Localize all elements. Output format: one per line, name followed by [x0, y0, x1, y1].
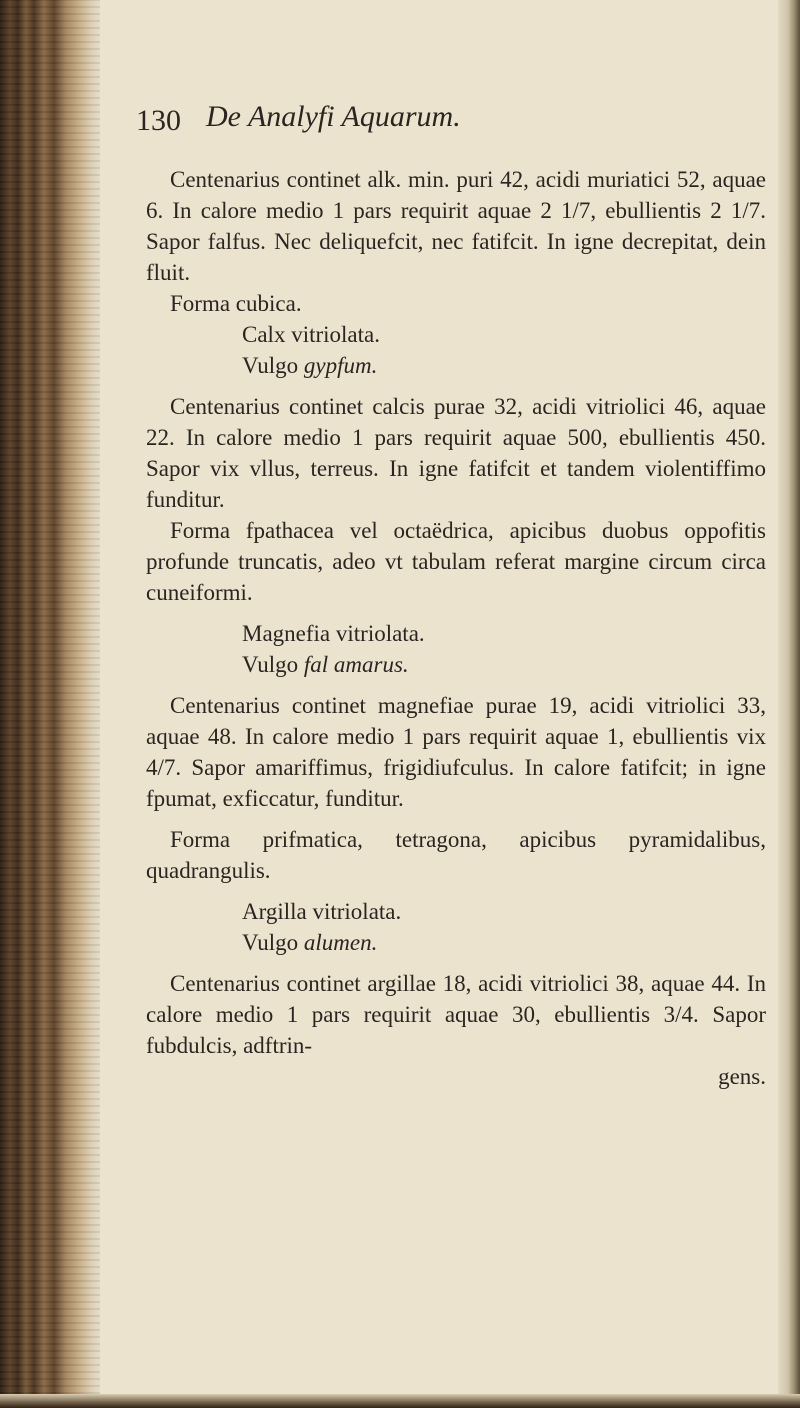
spacer	[146, 608, 766, 618]
page-right-edge	[778, 0, 800, 1408]
vulgo-term: gypfum.	[303, 353, 378, 378]
spacer	[146, 680, 766, 690]
forma-prismatica: Forma prifmatica, tetragona, apicibus pyramidalibus, quadrangulis.	[146, 827, 766, 883]
paragraph-magnesia-composition: Centenarius continet magnefiae purae 19, acidi vitriolici 33, aquae 48. In calore medio 1 pars requirit aquae 1, ebullientis vix 4/7. Sapor amariffimus, frigidiufculus. In calore fatifcit; in igne fpumat, exficcatur, funditur.	[146, 693, 766, 811]
spacer	[146, 958, 766, 968]
magnesia-vitriolata-heading: Magnefia vitriolata.	[242, 621, 425, 646]
paragraph-alkali-composition: Centenarius continet alk. min. puri 42, acidi muriatici 52, aquae 6. In calore medio 1 pars requirit aquae 2 1/7, ebullientis 2 1/7. Sapor falfus. Nec deliquefcit, nec fatifcit. In igne decrepitat, dein fluit.	[146, 167, 766, 285]
page-number: 130	[136, 104, 181, 137]
calx-vulgo-line	[146, 350, 766, 381]
page-body	[146, 164, 766, 1092]
argilla-vitriolata-heading: Argilla vitriolata.	[242, 899, 402, 924]
paragraph-calx-composition: Centenarius continet calcis purae 32, acidi vitriolici 46, aquae 22. In calore medio 1 pars requirit aquae 500, ebullientis 450. Sapor vix vllus, terreus. In igne fatifcit et tandem violentiffimo funditur.	[146, 394, 766, 512]
page-bottom-edge	[0, 1394, 800, 1408]
paragraph-argilla-composition: Centenarius continet argillae 18, acidi vitriolici 38, aquae 44. In calore medio 1 pars requirit aquae 30, ebullientis 3/4. Sapor fubdulcis, adftrin-	[146, 971, 766, 1058]
vulgo-prefix: Vulgo	[242, 930, 299, 955]
vulgo-term: fal amarus.	[303, 652, 409, 677]
forma-cubica: Forma cubica.	[170, 291, 302, 316]
running-head: De Analyfi Aquarum.	[206, 100, 461, 133]
vulgo-term: alumen.	[303, 930, 378, 955]
argilla-vulgo-line	[146, 927, 766, 958]
page-header	[136, 100, 776, 140]
spacer	[146, 381, 766, 391]
calx-vitriolata-heading: Calx vitriolata.	[242, 322, 380, 347]
magnesia-vulgo-line	[146, 649, 766, 680]
vulgo-prefix: Vulgo	[242, 353, 299, 378]
book-binding	[0, 0, 100, 1408]
paragraph-continuation: gens.	[718, 1064, 766, 1089]
spacer	[146, 886, 766, 896]
forma-spathacea: Forma fpathacea vel octaëdrica, apicibus duobus oppofitis profunde truncatis, adeo vt tabulam referat margine circum circa cuneiformi.	[146, 518, 766, 605]
spacer	[146, 814, 766, 824]
vulgo-prefix: Vulgo	[242, 652, 299, 677]
